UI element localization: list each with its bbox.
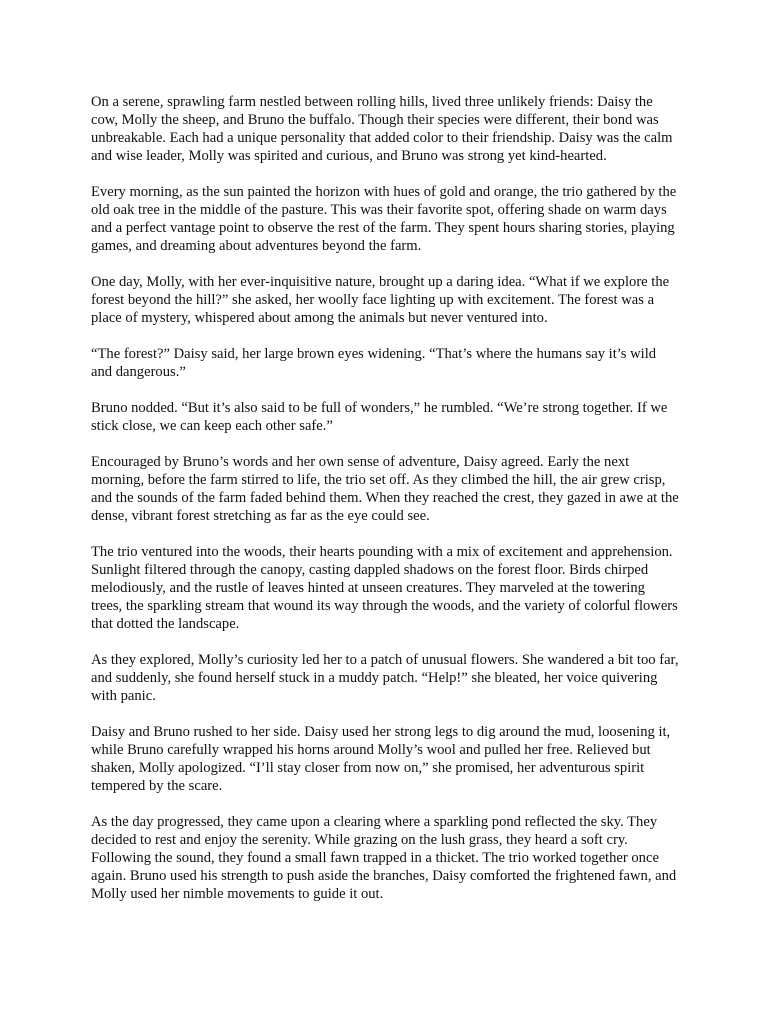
paragraph: As they explored, Molly’s curiosity led her to a patch of unusual flowers. She wandered a bit too far, and suddenly, she found herself stuck in a muddy patch. “Help!” she bleated, her voice quivering with panic. — [91, 652, 679, 704]
document-body — [91, 93, 679, 921]
paragraph: On a serene, sprawling farm nestled between rolling hills, lived three unlikely friends: Daisy the cow, Molly the sheep, and Bruno the buffalo. Though their species were different, their bond was unbreakable. Each had a unique personality that added color to their friendship. Daisy was the calm and wise leader, Molly was spirited and curious, and Bruno was strong yet kind-hearted. — [91, 94, 673, 164]
paragraph: Bruno nodded. “But it’s also said to be full of wonders,” he rumbled. “We’re strong together. If we stick close, we can keep each other safe.” — [91, 400, 668, 434]
paragraph: Daisy and Bruno rushed to her side. Daisy used her strong legs to dig around the mud, loosening it, while Bruno carefully wrapped his horns around Molly’s wool and pulled her free. Relieved but shaken, Molly apologized. “I’ll stay closer from now on,” she promised, her adventurous spirit tempered by the scare. — [91, 724, 671, 794]
paragraph: One day, Molly, with her ever-inquisitive nature, brought up a daring idea. “What if we explore the forest beyond the hill?” she asked, her woolly face lighting up with excitement. The forest was a place of mystery, whispered about among the animals but never ventured into. — [91, 274, 670, 326]
paragraph: The trio ventured into the woods, their hearts pounding with a mix of excitement and apprehension. Sunlight filtered through the canopy, casting dappled shadows on the forest floor. Birds chirped melodiously, and the rustle of leaves hinted at unseen creatures. They marveled at the towering trees, the sparkling stream that wound its way through the woods, and the variety of colorful flowers that dotted the landscape. — [91, 544, 678, 632]
paragraph: Every morning, as the sun painted the horizon with hues of gold and orange, the trio gathered by the old oak tree in the middle of the pasture. This was their favorite spot, offering shade on warm days and a perfect vantage point to observe the rest of the farm. They spent hours sharing stories, playing games, and dreaming about adventures beyond the farm. — [91, 184, 677, 254]
paragraph: Encouraged by Bruno’s words and her own sense of adventure, Daisy agreed. Early the next morning, before the farm stirred to life, the trio set off. As they climbed the hill, the air grew crisp, and the sounds of the farm faded behind them. When they reached the crest, they gazed in awe at the dense, vibrant forest stretching as far as the eye could see. — [91, 454, 679, 524]
paragraph: As the day progressed, they came upon a clearing where a sparkling pond reflected the sky. They decided to rest and enjoy the serenity. While grazing on the lush grass, they heard a soft cry. Following the sound, they found a small fawn trapped in a thicket. The trio worked together once again. Bruno used his strength to push aside the branches, Daisy comforted the frightened fawn, and Molly used her nimble movements to guide it out. — [91, 814, 677, 902]
paragraph: “The forest?” Daisy said, her large brown eyes widening. “That’s where the humans say it’s wild and dangerous.” — [91, 346, 657, 380]
